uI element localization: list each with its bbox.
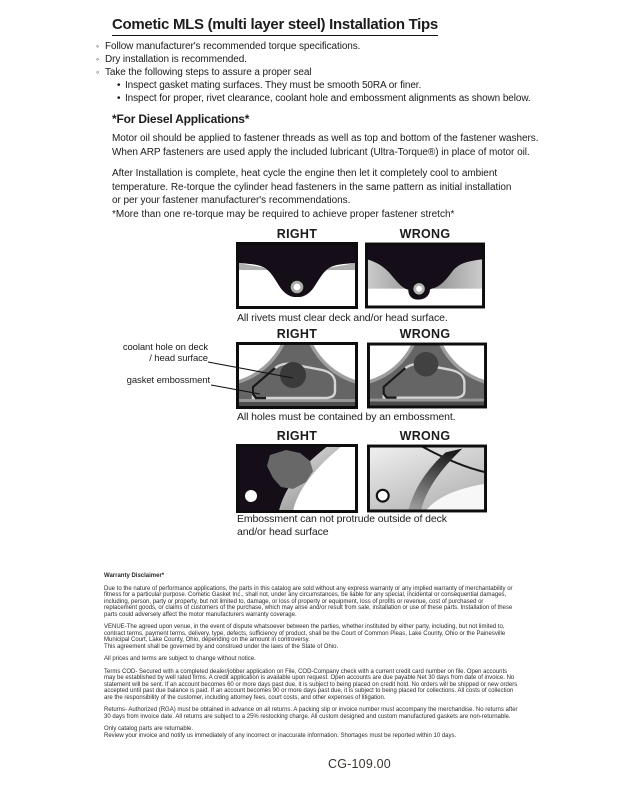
list-item-text: Inspect for proper, rivet clearance, coolant hole and embossment alignments as shown below. [125, 93, 531, 104]
coolant-hole-callout: coolant hole on deck / head surface [122, 342, 208, 364]
row3-caption: Embossment can not protrude outside of deck and/or head surface [237, 513, 447, 538]
list-item-text: Follow manufacturer's recommended torque specifications. [105, 41, 361, 52]
paragraph-line: After Installation is complete, heat cycle the engine then let it completely cool to ambient [112, 168, 498, 179]
terms-paragraph: Terms COD- Secured with a completed dealer/jobber application on File, COD-Company check with a current credit card number on file. Open accounts may be established by well rated firms. A credit application is available upon request. Open accounts are due payable Net 30 days from date of invoice. No statement will be sent. If an account becomes 60 or more days past due, it is subject to being placed on credit hold. No orders will be shipped or new orders accepted until past due balance is paid. If an account becomes 90 or more days past due, it is subject to being placed for collections. All costs of collection are the responsibility of the customer, including attorney fees, court costs, and other expenses of litigation. [104, 668, 518, 701]
warranty-paragraph: Due to the nature of performance applications, the parts in this catalog are sold without any express warranty or any implied warranty of merchantability or fitness for a particular purpose. Cometic Gasket Inc., shall not, under any circumstances, be liable for any special, incidental or consequential damages, including, person, party or property, but not limited to, damage, or loss of property or equipment, loss of profits or revenue, cost of purchased or replacement goods, or claims of customers of the purchase, which may arise and/or result from sale, installation or use of these parts. Installation of these parts could adversely affect the motor manufacturers warranty coverage. [104, 585, 513, 618]
diesel-applications-heading: *For Diesel Applications* [112, 112, 250, 126]
list-item [96, 40, 531, 53]
review-invoice-line: Review your invoice and notify us immediately of any incorrect or inaccurate information. Shortages must be reported within 10 days. [104, 732, 457, 739]
circle-bullet-icon: ◦ [96, 54, 100, 64]
row3-right-label: RIGHT [276, 429, 318, 443]
list-item [96, 66, 531, 79]
circle-bullet-icon: ◦ [96, 41, 100, 51]
row3-wrong-label: WRONG [399, 429, 451, 443]
diesel-paragraph-1 [112, 132, 538, 159]
row2-wrong-label: WRONG [399, 327, 451, 341]
prices-line: All prices and terms are subject to change without notice. [104, 656, 256, 662]
venue-paragraph: VENUE-The agreed upon venue, in the event of dispute whatsoever between the parties, whether instituted by either party, including, but not limited to, contract terms, payment terms, delivery, type, defects, sufficiency of product, shall be the Court of Common Pleas, Lake County, Ohio or the Painesville Municipal Court, Lake County, Ohio, depending on the amount in controversy. [104, 624, 506, 643]
diagram-protrusion-wrong-panel [367, 444, 487, 513]
row2-right-label: RIGHT [276, 327, 318, 341]
callout-leader-lines [205, 352, 305, 402]
circle-bullet-icon: ◦ [96, 67, 100, 77]
dot-bullet-icon: • [117, 93, 121, 104]
only-catalog-line: Only catalog parts are returnable. [104, 726, 194, 732]
row1-right-label: RIGHT [276, 227, 318, 241]
venue-law-line: This agreement shall be governed by and construed under the laws of the State of Ohio. [104, 643, 339, 650]
list-item [117, 92, 531, 105]
warranty-disclaimer-heading: Warranty Disclaimer* [104, 573, 165, 579]
diagram-rivet-right-panel [236, 242, 358, 309]
diesel-paragraph-2 [112, 167, 511, 208]
gasket-embossment-callout: gasket embossment [126, 375, 210, 386]
row1-caption: All rivets must clear deck and/or head surface. [237, 312, 448, 324]
returns-paragraph: Returns- Authorized (RGA) must be obtained in advance on all returns. A packing slip or invoice number must accompany the merchandise. No returns after 30 days from invoice date. All returns are subject to a 25% restocking charge. All custom designed and custom manufactured gaskets are non-returnable. [104, 707, 518, 720]
paragraph-line: Motor oil should be applied to fastener threads as well as top and bottom of the fastener washers. [112, 133, 539, 144]
row1-wrong-label: WRONG [399, 227, 451, 241]
list-item [117, 79, 531, 92]
page-title: Cometic MLS (multi layer steel) Installation Tips [112, 16, 438, 36]
diagram-protrusion-right-panel [236, 444, 358, 513]
dot-bullet-icon: • [117, 80, 121, 91]
paragraph-line: temperature. Re-torque the cylinder head fasteners in the same pattern as initial installation [112, 181, 512, 193]
retorque-note: *More than one re-torque may be required to achieve proper fastener stretch* [112, 209, 455, 220]
list-item [96, 53, 531, 66]
diagram-rivet-wrong-panel [365, 242, 485, 309]
paragraph-line: When ARP fasteners are used apply the included lubricant (Ultra-Torque®) in place of motor oil. [112, 146, 530, 158]
legal-fine-print [104, 573, 518, 745]
row2-caption: All holes must be contained by an embossment. [237, 411, 456, 423]
paragraph-line: or per your fastener manufacturer's recommendations. [112, 195, 351, 206]
diagram-embossment-wrong-panel [367, 342, 487, 409]
installation-tips-list [96, 40, 531, 105]
list-item-text: Take the following steps to assure a proper seal [105, 67, 312, 78]
list-item-text: Inspect gasket mating surfaces. They must be smooth 50RA or finer. [125, 80, 422, 91]
list-item-text: Dry installation is recommended. [105, 54, 247, 65]
page-code: CG-109.00 [328, 757, 391, 771]
